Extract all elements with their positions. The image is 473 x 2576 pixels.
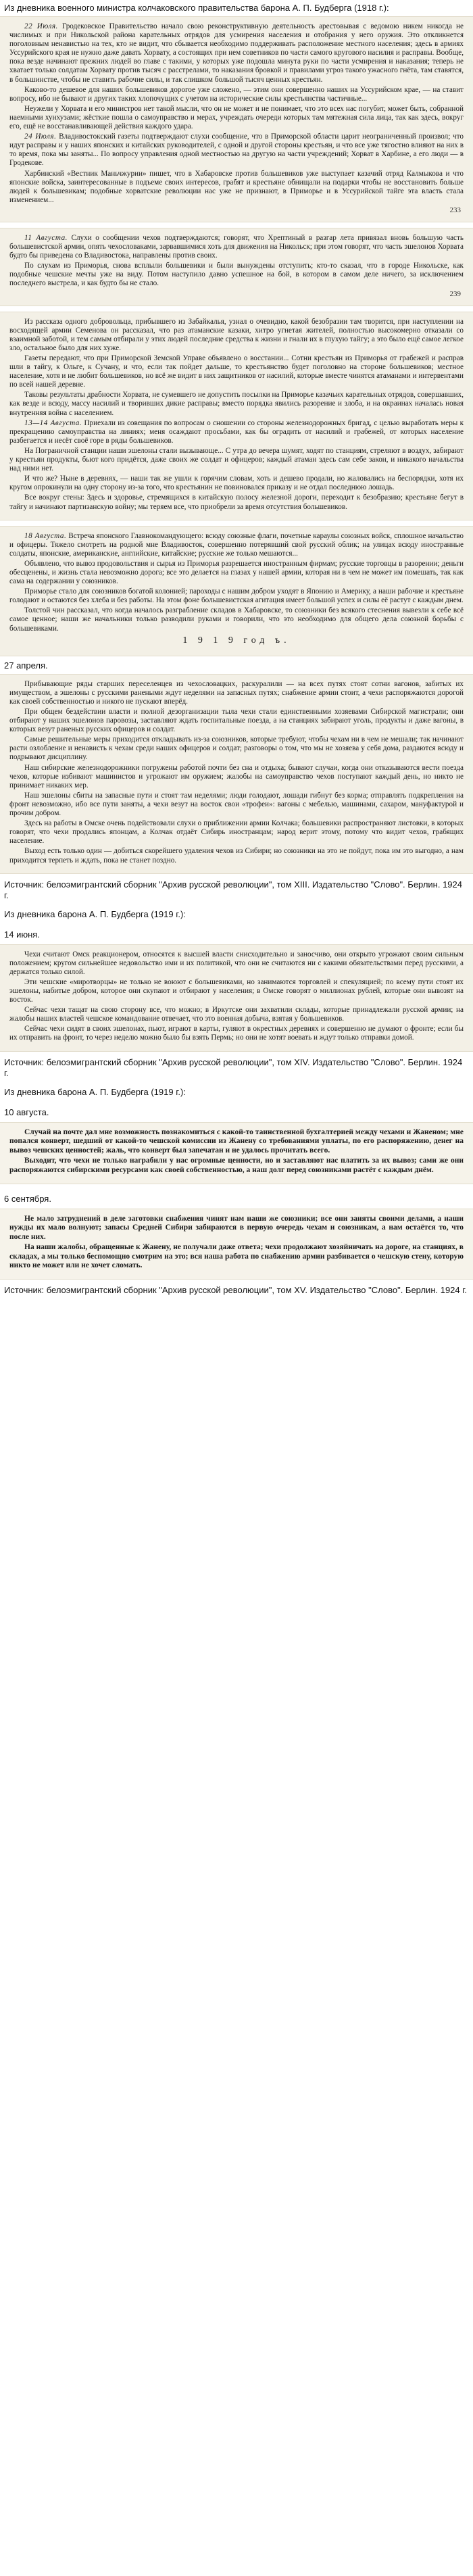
paragraph xyxy=(9,708,464,734)
page-number: 233 xyxy=(449,205,461,214)
entry-date: 11 Августа. xyxy=(24,233,68,242)
entry-text: По слухам из Приморья, снова всплыли большевики и были вынуждены отступить; кто-то сказал, что в городе Никольске, как подобные чешские мечты уже на виду. Потом наступило давно успешное на бой, в котором в самом деле ничего, за исключением последнего выстрела, и как будто бы не стало. xyxy=(9,262,464,288)
entry-date: 18 Августа. xyxy=(24,531,67,540)
paragraph xyxy=(9,819,464,846)
entry-text: Выход есть только один — добиться скорейшего удаления чехов из Сибири; но союзники на это не пойдут, пока им это выгодно, а нам приходится терпеть и ждать, пока не станет поздно. xyxy=(9,847,464,865)
entry-text: Объявлено, что вывоз продовольствия и сырья из Приморья разрешается иностранным фирмам; русские торговцы в разорении; деньги обесценены, и жизнь стала невозможно дорога; все это делается на глазах у нашей армии, которая ни в чем не может им помешать, так как сама на содержании у союзников. xyxy=(9,559,464,586)
entry-text: Наш сибирские железнодорожники погружены работой почти без сна и отдыха; бывают случаи, когда они отказываются вести поезда чехов, которые избивают машинистов и угрожают им оружием; жалобы на самоуправство чехов поступают каждый день, но никто не принимает никаких мер. xyxy=(9,763,464,789)
entry-text: Все вокруг стены: Здесь и здоровье, стремящихся в китайскую полосу железной дороги, переходит к безобразию; крестьяне бегут в тайгу и начинают партизанскую войну; мы теряем все, что приобрели за время отсутствия большевиков. xyxy=(9,493,464,511)
entry-text: И что же? Ныне в деревнях, — наши так же ушли к горячим словам, хоть и дешево продали, но жаловались на беспорядки, хотя их кругом опрокинули на одну сторону из-за того, что крестьянин не повиновался приказу и не отдал последнюю лошадь. xyxy=(9,475,464,492)
entry-text: Газеты передают, что при Приморской Земской Управе объявлено о восстании... Сотни крестьян из Приморья от грабежей и расправ шли в тайгу, к Ольге, к Сучану, и что, если так пойдет дальше, то крестьянство будет поголовно на стороне большевиков; местное население, хотя и не любит большевиков, но всё же видит в них защитников от насилий, которые вместе чинятся атаманами и интервентами по всей нашей деревне. xyxy=(9,354,464,389)
date-caption-august: 10 августа. xyxy=(4,1107,49,1117)
diary-scan-1918-july xyxy=(0,16,473,222)
paragraph xyxy=(9,391,464,417)
entry-text: Из рассказа одного добровольца, прибывшего из Забайкалья, узнал о очевидно, какой безобразии там творится, при наступлении на восходящей армии Семенова он рассказал, что раз атаманские казаки, хитро угнетая жителей, полностью высокомерно отказали со взаимной заботой, и тем самым отбирали у этих людей последние средства к жизни и гнали их в глухую тайгу; а это было ещё самое легкое зло, остальное было для них хуже. xyxy=(9,317,464,352)
paragraph xyxy=(9,262,464,288)
entry-text: Владивостокский газеты подтверждают слухи сообщение, что в Приморской области царит неограниченный произвол; что идут расправы и у наших японских и китайских руководителей, с одной и другой стороны крестьян, и что все уже тягостно влияют на них в то время, пока мы заняты... По вопросу управления одной местностью на другую на части учреждений; Хорват в Харбине, а его люди — в Гродекове. xyxy=(9,132,464,168)
source-note: Источник: белоэмигрантский сборник "Архив русской революции", том XIV. Издательство "Слово". Берлин. 1924 г. xyxy=(4,1056,463,1078)
entry-date: 13—14 Августа. xyxy=(24,418,82,427)
entry-text: Гродековское Правительство начало свою реконструктивную деятельность арестовывая с ведомою никем никогда не числимых и при Никольской района карательных отрядов для усмирения населения и отобрания у него оружия. Это откликнется поголовным ненавистью на тех, кто не видит, что сбывается необходимо поддерживать расположение местного населения; здесь в армиях Уссурийского края не нужно даже давать Хорвату, а состоящих при нем советников по части самого кругового насилия и расправы. Вообще, пока везде начинают прежних людей во главе с такими, у которых уже подошла минута руки по части усмирения и наказания; теперь не хватает только солдатам Хорвату против тысяч с расстрелами, то наказания бровкой и правилами угроз такого ужасного гнёта, там ставятся, в большинстве, чтобы не ставить рабочие силы, и так слишком большой тысяч ценных крестьян. xyxy=(9,22,464,84)
entry-date: 24 Июля. xyxy=(24,132,57,141)
page-number: 239 xyxy=(449,289,461,298)
date-caption-june: 14 июня. xyxy=(4,929,40,940)
entry-text: Толстой чин рассказал, что когда началось разграбление складов в Хабаровске, то союзники без всякого стеснения вывезли к себе всё самое ценное; наши же начальники только разводили руками и говорили, что это необходимо для общего дела союзной борьбы с большевиками. xyxy=(9,606,464,633)
intro-caption: Из дневника барона А. П. Будберга (1919 г.): xyxy=(4,1086,186,1097)
entry-text: На наши жалобы, обращенные к Жанену, не получали даже ответа; чехи продолжают хозяйничать на дороге, на станциях, в складах, а мы только беспомощно смотрим на это; вся наша работа по снабжению армии разбивается о чешскую стену, которую никто не может или не хочет сломать. xyxy=(9,1243,464,1270)
diary-scan-1919-june xyxy=(0,944,473,1052)
paragraph xyxy=(9,792,464,818)
paragraph xyxy=(9,587,464,605)
entry-text: Слухи о сообщении чехов подтверждаются; говорят, что Хрептиный в разгар лета привязал вновь большую часть большевистской армии, опять чехословаками, зарвавшимися хоть для движения на Никольск; при этом говорят, что часть эшелонов Хорвата будто бы приведена со Владивостока, направлены против своих. xyxy=(9,233,464,260)
paragraph xyxy=(9,132,464,168)
date-caption-september: 6 сентября. xyxy=(4,1193,51,1204)
paragraph xyxy=(9,318,464,353)
entry-text: Харбинский «Вестник Маньчжурии» пишет, что в Хабаровске против большевиков уже выступает казачий отряд Калмыкова и что японские войска, заинтересованные в подъеме своих интересов, грабят и крестьяне обнищали на подарки чтобы не восстановить больше людей к большевикам; подобные хорватские революции нас уже не признают, в Приморье и в Уссурийской тайге эта власть стала изменением... xyxy=(9,169,464,204)
paragraph xyxy=(9,680,464,706)
paragraph xyxy=(9,234,464,260)
entry-text: Чехи считают Омск реакционером, относятся к высшей власти снисходительно и заносчиво, они открыто угрожают своим сильным положением; кругом сильнейшее недовольство ими и их политикой, что они не считаются ни с какими обязательствами перед русскими, а держатся только силой. xyxy=(9,950,464,976)
entry-text: Прибывающие ряды старших переселенцев из чехословацких, раскуралили — на всех путях стоят сотни вагонов, забитых их имуществом, а эшелоны с русскими ранеными ждут неделями на запасных путях; снабжение армии стоит, а чехи распоряжаются дорогой как своей собственностью и никого не пускают вперёд. xyxy=(9,679,464,706)
entry-text: Случай на почте дал мне возможность познакомиться с какой-то таинственной бухгалтерией между чехами и Жаненом; мне попался конверт, шедший от какой-то чешской комиссии из Жанену со требованиями уплаты, по его распоряжению, денег на вывоз чешских ценностей; жаль, что конверт был запечатан и не удалось прочитать всего. xyxy=(9,1127,464,1155)
paragraph xyxy=(9,447,464,473)
paragraph xyxy=(9,950,464,977)
entry-text: Самые решительные меры приходится откладывать из-за союзников, которые требуют, чтобы чехам ни в чем не мешали; так начинают расти озлобление и ненависть к чехам среди наших офицеров и солдат; разговоры о том, что мы не хозяева у себя дома, раздаются всюду и подрывают дисциплину. xyxy=(9,735,464,762)
intro-caption: Из дневника барона А. П. Будберга (1919 г.): xyxy=(4,908,186,919)
entry-text: Сейчас чехи сидят в своих эшелонах, пьют, играют в карты, гуляют в окрестных деревнях и совершенно не думают о фронте; если бы их отправить на фронт, то через неделю можно было бы взять Пермь; но они не хотят воевать и ждут только отправки домой. xyxy=(9,1025,464,1042)
entry-text: Здесь на работы в Омске очень подействовали слухи о приближении армии Колчака; большевики распространяют листовки, в которых говорят, что чехи продались японцам, а Колчак отдаёт Сибирь иностранцам; народ верит этому, потому что видит чехов, грабящих население. xyxy=(9,819,464,846)
paragraph xyxy=(9,978,464,1004)
entry-text: На Пограничной станции наши эшелоны стали вызывающе... С утра до вечера шумят, ходят по станциям, стреляют в воздух, забирают у крестьян продукты, бьют кого придётся, даже своих же солдат и офицеров; каждый атаман здесь сам себе закон, и никакого начальства над ними нет. xyxy=(9,446,464,473)
paragraph xyxy=(9,1025,464,1042)
paragraph xyxy=(9,532,464,558)
paragraph xyxy=(9,764,464,790)
paragraph xyxy=(9,1215,464,1242)
source-note: Источник: белоэмигрантский сборник "Архив русской революции", том XV. Издательство "Слово". Берлин. 1924 г. xyxy=(4,1285,468,1296)
diary-scan-1918-aug-11 xyxy=(0,228,473,306)
paragraph xyxy=(9,735,464,762)
separator xyxy=(0,306,473,312)
paragraph xyxy=(9,475,464,492)
year-heading: 1 9 1 9 год ъ. xyxy=(182,635,291,646)
paragraph xyxy=(9,105,464,131)
separator xyxy=(0,222,473,228)
paragraph xyxy=(9,170,464,205)
entry-text: Не мало затруднений в деле заготовки снабжения чинят нам наши же союзники; все они заняты своими делами, а наши нужды их мало волнуют; запасы Средней Сибири забираются в первую очередь чехам и союзникам, а нам остаётся то, что после них. xyxy=(9,1214,464,1241)
entry-text: Наш эшелоны сбиты на запасные пути и стоят там неделями; люди голодают, лошади гибнут без корма; отправлять подкрепления на фронт невозможно, ибо все пути заняты, а чехи везут на восток свои «трофеи»: вагоны с мебелью, машинами, сахаром, мануфактурой и прочим добром. xyxy=(9,791,464,818)
entry-text: Эти чешские «миротворцы» не только не воюют с большевиками, но занимаются торговлей и спекуляцией; по всему пути стоят их эшелоны, набитые добром, которое они скупают и отбирают у населения; в Омске говорят о миллионах рублей, которые они вывозят на восток. xyxy=(9,977,464,1004)
entry-text: При общем бездействии власти и полной дезорганизации тыла чехи стали единственными хозяевами Сибирской магистрали; они отбирают у наших эшелонов паровозы, заставляют ждать госпитальные поезда, а на станциях забирают уголь, продукты и даже вагоны, в которых везут раненых русских офицеров и солдат. xyxy=(9,708,464,734)
paragraph xyxy=(9,1006,464,1023)
entry-text: Приехали из совещания по вопросам о сношении со стороны железнодорожных бригад, с целью выработать меры к прекращению самоуправства на линиях; меня осаждают просьбами, как бы оградить от насилий и грабежей, от которых население разбегается и несёт своё горе в ряды большевиков. xyxy=(9,418,464,445)
paragraph xyxy=(9,1128,464,1156)
entry-text: Каково-то дешевое для наших большевиков дорогое уже сложено, — этим они совершенно наших на Уссурийском крае, — на ставит вопросу, ибо не бывают и других таких хлопочущих с учетом на исторические силы крестьянства частичные... xyxy=(9,85,464,103)
entry-date: 22 Июля. xyxy=(24,22,58,30)
entry-text: Выходит, что чехи не только награбили у нас огромные ценности, но и заставляют нас платить за их вывоз; сами же они распоряжаются сибирскими ресурсами как своей собственностью, а наш долг перед союзниками растёт с каждым днём. xyxy=(9,1157,464,1174)
diary-scan-1919-september xyxy=(0,1209,473,1280)
diary-scan-1918-aug-13 xyxy=(0,312,473,520)
paragraph xyxy=(9,560,464,586)
entry-text: Приморье стало для союзников богатой колонией; пароходы с нашим добром уходят в Японию и Америку, а наши рабочие и крестьяне голодают и остаются без хлеба и без работы. На этом фоне большевистская агитация имеет большой успех и силы её растут с каждым днем. xyxy=(9,587,464,605)
paragraph xyxy=(9,354,464,389)
separator xyxy=(0,520,473,526)
diary-scan-1918-aug-18 xyxy=(0,526,473,656)
entry-text: Неужели у Хорвата и его министров нет такой мысли, что он не может и не понимает, что это всех нас погубит, может быть, собранной наемными хунхузами; жёсткие пошла о самоуправство и мерах, учреждать очереди которых там мятежная сила лица, так как здесь, вокруг его, ещё не восстанавливающей действия каждого удара. xyxy=(9,104,464,131)
paragraph xyxy=(9,86,464,103)
paragraph xyxy=(9,22,464,84)
paragraph xyxy=(9,493,464,511)
paragraph xyxy=(9,1243,464,1271)
entry-text: Встреча японского Главнокомандующего: всюду союзные флаги, почетные караулы союзных войск, сплошное начальство и офицеры. Тяжело смотреть на родной мне Владивосток, совершенно потерявший свой русский облик; на улицах всюду иностранные солдаты, японские, американские, английские, китайские; русские же только мешаются... xyxy=(9,531,464,558)
entry-text: Таковы результаты драбности Хорвата, не сумевшего не допустить посылки на Приморье казачьих карательных отрядов, совершавших, как везде и всюду, массу насилий и творивших дикие расправы; вместо порядка явились разорение и злоба, и на окраинах началась новая внутренняя война с населением. xyxy=(9,391,464,417)
intro-caption: Из дневника военного министра колчаковского правительства барона А. П. Будберга (1918 г.): xyxy=(4,3,389,13)
paragraph xyxy=(9,847,464,865)
diary-scan-1919-august xyxy=(0,1122,473,1184)
paragraph xyxy=(9,606,464,633)
source-note: Источник: белоэмигрантский сборник "Архив русской революции", том XIII. Издательство "Слово". Берлин. 1924 г. xyxy=(4,879,462,900)
paragraph xyxy=(9,1157,464,1175)
diary-scan-1919-april xyxy=(0,674,473,874)
paragraph xyxy=(9,419,464,445)
date-caption-april: 27 апреля. xyxy=(4,660,48,671)
entry-text: Сейчас чехи тащат на свою сторону все, что можно; в Иркутске они захватили склады, которые принадлежали русской армии; на жалобы наших властей чешское командование отвечает, что это военная добыча, взятая у большевиков. xyxy=(9,1006,464,1023)
